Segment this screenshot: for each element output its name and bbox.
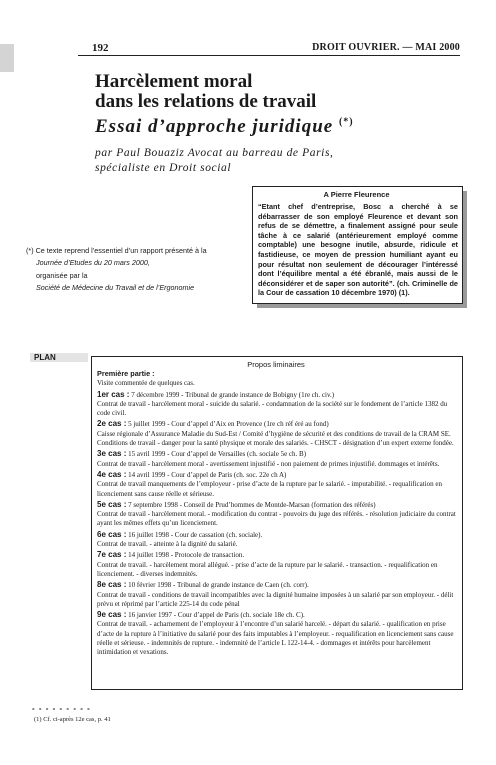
case-heading: 7e cas : bbox=[97, 550, 127, 560]
case-summary: Contrat de travail. - acharnement de l’employeur à l’encontre d’un salarié harcelé. - départ du salarié. - qualification en prise d’acte de la rupture à l’initiative du salarié pour des faits imputables à l’employeur. - requalification en licenciement sans cause réelle et sérieuse. - indemnités de rupture. - indemnité de l’article L 122-14-4. - dommages et intérêts pour harcèlement intimidation et vexations. bbox=[97, 620, 454, 657]
case-heading: 2e cas : bbox=[97, 419, 127, 429]
plan-case-item bbox=[97, 449, 458, 469]
case-heading: 5e cas : bbox=[97, 499, 127, 509]
epigraph-text: “Etant chef d’entreprise, Bosc a cherché à se débarrasser de son employé Fleurence et devant son refus de se démettre, a finalement assigné pour seule tâche à ce salarié (antérieurement employé comme comptable) une besogne inutile, absurde, ridicule et fastidieuse, ce moyen de pression humiliant ayant eu pour résultat non seulement de décourager l’intéressé dont l’équilibre mental a été ébranlé, mais aussi de le déconsidérer et de saper son autorité”. (ch. Criminelle de la Cour de cassation 10 décembre 1970) (1). bbox=[258, 202, 458, 298]
plan-body bbox=[97, 369, 458, 659]
side-note-line-2: Journée d’Etudes du 20 mars 2000, bbox=[36, 258, 150, 268]
side-note-line-4: Société de Médecine du Travail et de l’Ergonomie bbox=[36, 283, 195, 293]
case-date: 14 juillet 1998 - Protocole de transaction. bbox=[126, 551, 245, 560]
case-date: 7 septembre 1998 - Conseil de Prud’hommes de Montde-Marsan (formation des référés) bbox=[126, 500, 376, 509]
case-heading: 1er cas : bbox=[97, 389, 130, 399]
case-heading: 3e cas : bbox=[97, 449, 127, 459]
case-heading: 6e cas : bbox=[97, 529, 127, 539]
case-date: 7 décembre 1999 - Tribunal de grande instance de Bobigny (1re ch. civ.) bbox=[129, 390, 335, 399]
case-heading: 9e cas : bbox=[97, 610, 127, 620]
plan-case-item bbox=[97, 580, 458, 609]
side-note-line-1: (*) Ce texte reprend l’essentiel d’un rapport présenté à la bbox=[26, 246, 207, 255]
case-summary: Contrat de travail manquements de l’employeur - prise d’acte de la rupture par le salarié. - imputabilité. - requalification en licenciement sans cause réelle et sérieuse. bbox=[97, 480, 443, 498]
plan-case-item bbox=[97, 550, 458, 579]
plan-case-item bbox=[97, 500, 458, 529]
case-heading: 4e cas : bbox=[97, 469, 127, 479]
case-summary: Contrat de travail. - atteinte à la dignité du salarié. bbox=[97, 540, 238, 549]
case-date: 15 avril 1999 - Cour d’appel de Versailles (ch. sociale 5e ch. B) bbox=[126, 450, 307, 459]
running-title: DROIT OUVRIER. — MAI 2000 bbox=[312, 42, 460, 53]
case-date: 14 avril 1999 - Cour d’appel de Paris (ch. soc. 22e ch A) bbox=[126, 470, 287, 479]
case-summary: Contrat de travail - harcèlement moral - avertissement injustifié - non paiement de primes injustifié. dommages et intérêts. bbox=[97, 459, 440, 468]
plan-case-item bbox=[97, 419, 458, 448]
plan-case-item bbox=[97, 390, 458, 419]
footnote: (1) Cf. ci-après 12e cas, p. 41 bbox=[34, 716, 111, 723]
title-line-2: dans les relations de travail bbox=[95, 91, 317, 112]
plan-case-item bbox=[97, 470, 458, 499]
case-heading: 8e cas : bbox=[97, 580, 127, 590]
article-subtitle bbox=[95, 116, 354, 138]
footnote-rule: - - - - - - - - - bbox=[32, 704, 91, 713]
plan-intro: Visite commentée de quelques cas. bbox=[97, 379, 195, 388]
plan-part-heading: Première partie : bbox=[97, 369, 155, 378]
case-summary: Caisse régionale d’Assurance Maladie du Sud-Est / Comité d’hygiène de sécurité et des conditions de travail de la CRAM SE. Conditions de travail - danger pour la santé physique et morale des salariés. - CHSCT - désignation d’un expert externe fondée. bbox=[97, 429, 454, 448]
case-summary: Contrat de travail - harcèlement moral - suicide du salarié. - condamnation de la société sur le fondement de l’article 1382 du code civil. bbox=[97, 399, 448, 418]
plan-label: PLAN bbox=[34, 353, 56, 362]
case-date: 10 février 1998 - Tribunal de grande instance de Caen (ch. corr). bbox=[126, 581, 309, 590]
side-note bbox=[26, 245, 226, 295]
case-summary: Contrat de travail. - harcèlement moral allégué. - prise d’acte de la rupture par le salarié. - transaction. - requalification en licenciement. - diverses indemnités. bbox=[97, 560, 438, 578]
case-date: 16 janvier 1997 - Cour d’appel de Paris (ch. sociale 18e ch. C). bbox=[126, 611, 305, 620]
plan-case-item bbox=[97, 530, 458, 550]
subtitle-text: Essai d’approche juridique bbox=[95, 116, 334, 137]
author-line-1: par Paul Bouaziz Avocat au barreau de Paris, bbox=[95, 147, 334, 159]
plan-title: Propos liminaires bbox=[247, 360, 305, 369]
plan-case-item bbox=[97, 610, 458, 657]
author-line-2: spécialiste en Droit social bbox=[95, 162, 232, 174]
subtitle-note-mark: (*) bbox=[338, 116, 354, 128]
author-block bbox=[95, 146, 334, 176]
side-note-line-3: organisée par la bbox=[36, 270, 88, 280]
page-number: 192 bbox=[92, 42, 109, 54]
title-line-1: Harcèlement moral bbox=[95, 71, 253, 92]
case-date: 5 juillet 1999 - Cour d’appel d’Aix en Provence (1re ch réf éré au fond) bbox=[126, 420, 329, 429]
case-date: 16 juillet 1998 - Cour de cassation (ch. sociale). bbox=[126, 530, 263, 539]
epigraph-title: A Pierre Fleurence bbox=[323, 190, 390, 199]
case-summary: Contrat de travail - harcèlement moral. - modification du contrat - pouvoirs du juge des référés. - résolution judiciaire du contrat ayant les mêmes effets qu’un licenciement. bbox=[97, 510, 456, 528]
page-edge-tab bbox=[0, 44, 14, 72]
case-summary: Contrat de travail - conditions de travail incompatibles avec la dignité humaine imposées à un salarié par son employeur. - délit prévu et réprimé par l’article 225-14 du code pénal bbox=[97, 590, 454, 608]
plan-case-list bbox=[97, 390, 458, 658]
article-title bbox=[95, 72, 316, 112]
